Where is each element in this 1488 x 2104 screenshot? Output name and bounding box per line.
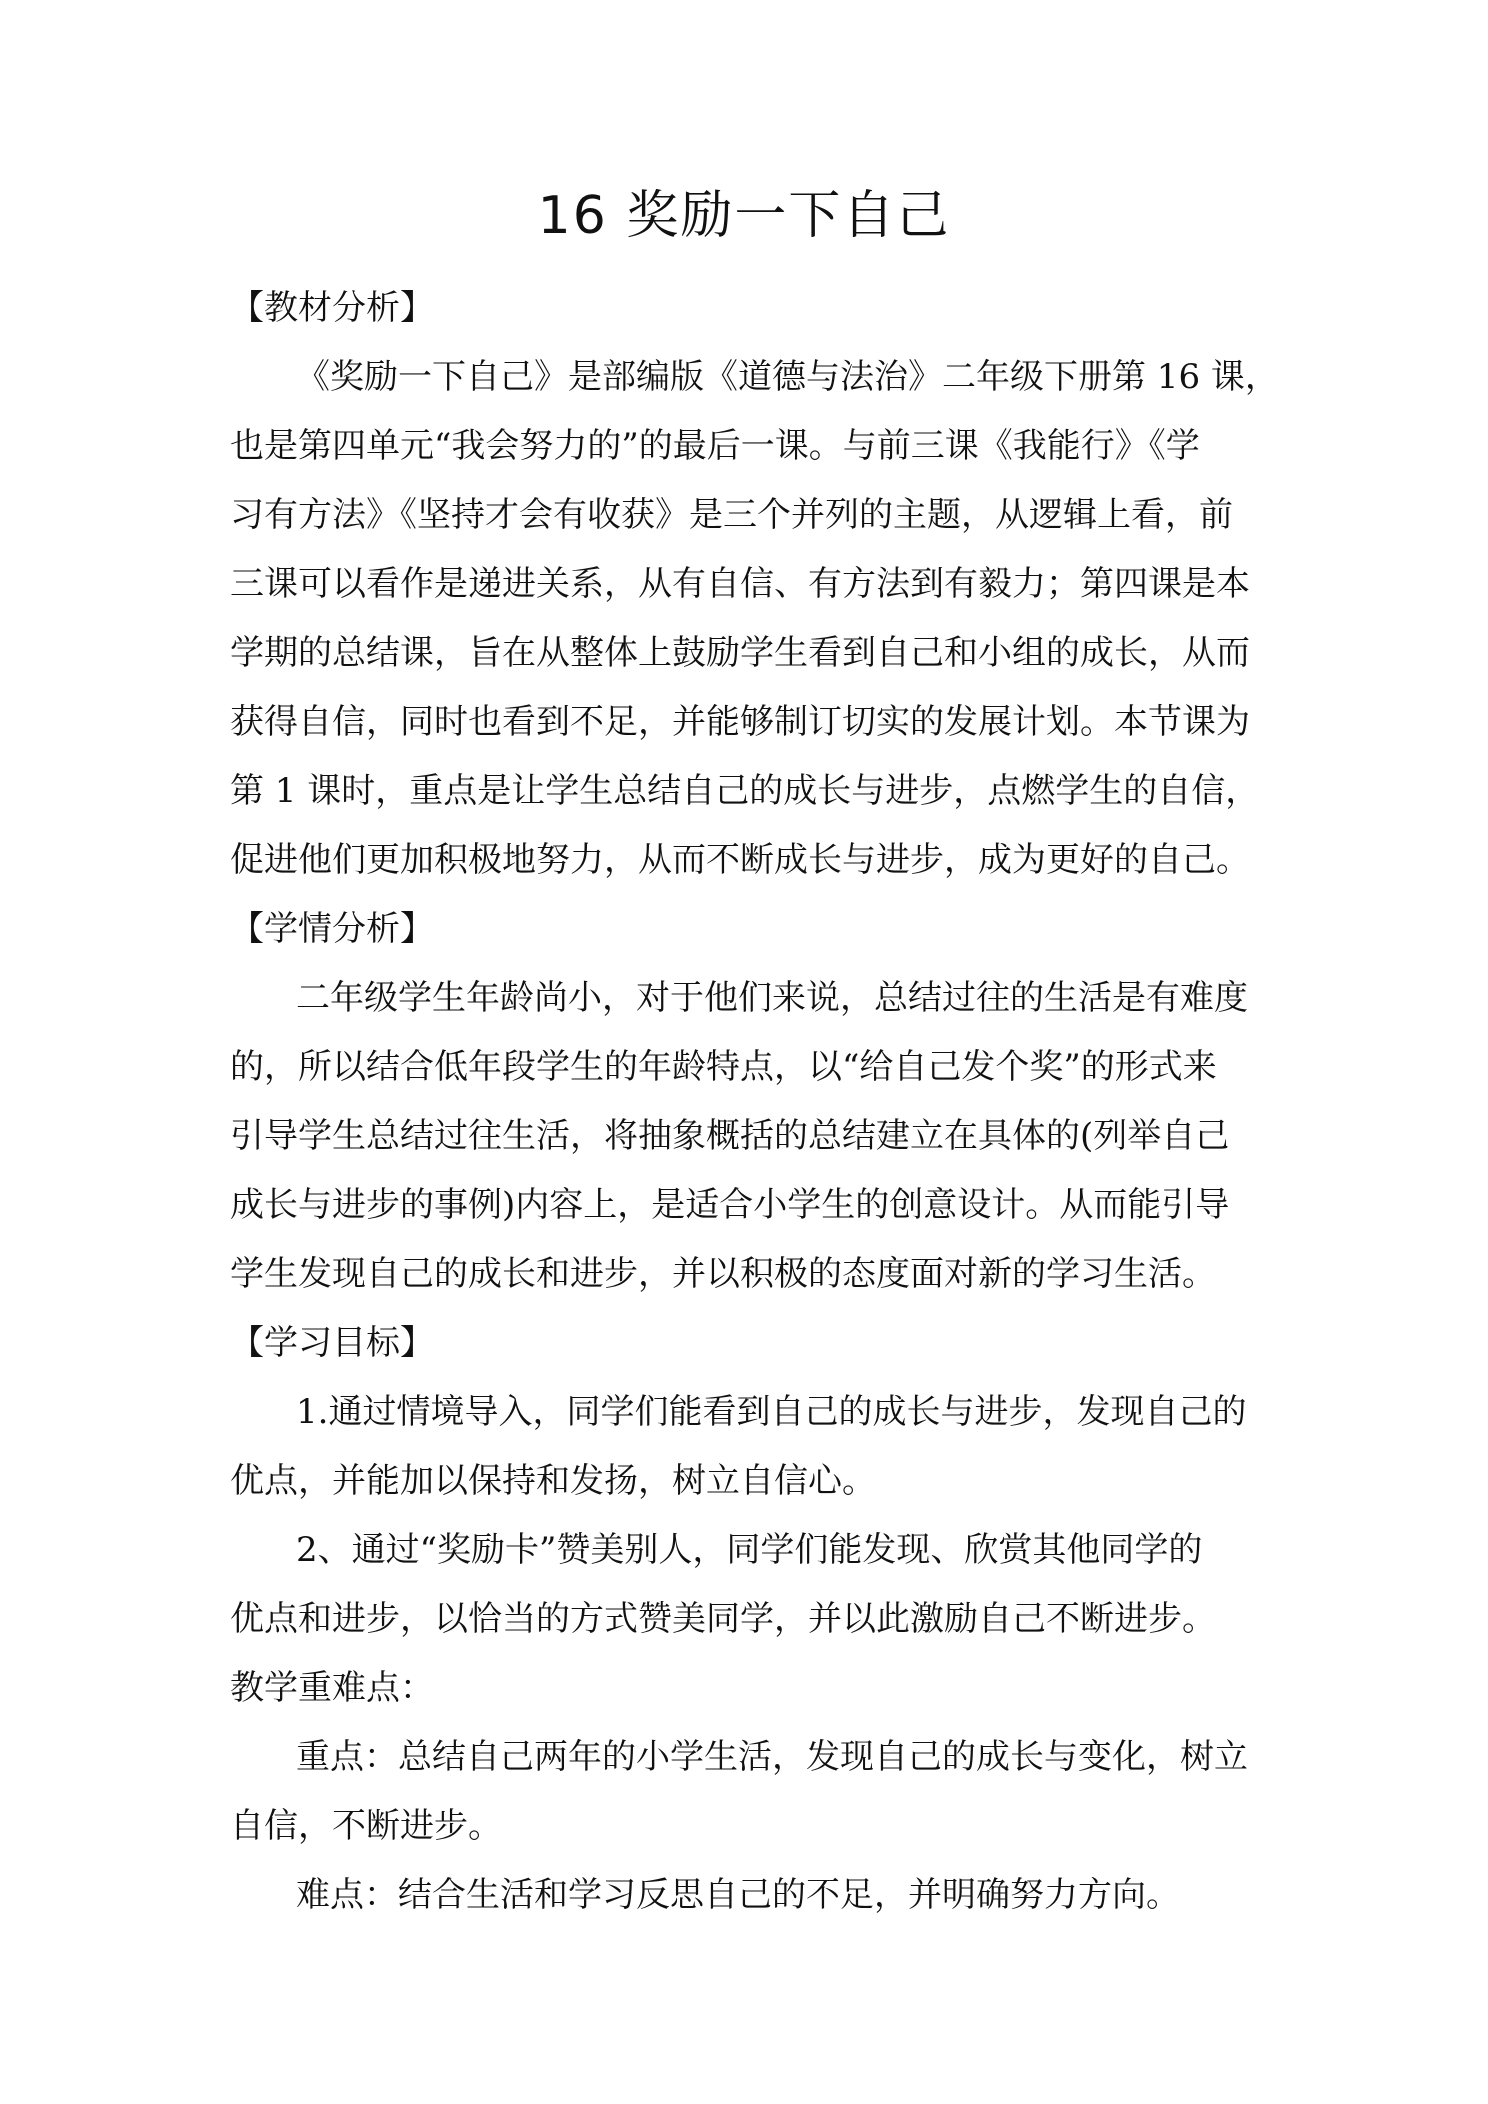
paragraph-line: 《奖励一下自己》是部编版《道德与法治》二年级下册第 16 课， (296, 357, 1279, 397)
paragraph-line: 学生发现自己的成长和进步，并以积极的态度面对新的学习生活。 (230, 1254, 1216, 1294)
paragraph-line: 习有方法》《坚持才会有收获》是三个并列的主题，从逻辑上看，前 (230, 495, 1233, 535)
list-item-line: 1.通过情境导入，同学们能看到自己的成长与进步，发现自己的 (296, 1392, 1247, 1432)
paragraph-line: 自信，不断进步。 (230, 1806, 502, 1846)
paragraph-line: 促进他们更加积极地努力，从而不断成长与进步，成为更好的自己。 (230, 840, 1250, 880)
paragraph-line: 引导学生总结过往生活，将抽象概括的总结建立在具体的(列举自己 (230, 1116, 1230, 1156)
paragraph-line: 成长与进步的事例)内容上，是适合小学生的创意设计。从而能引导 (230, 1185, 1230, 1225)
list-item-line: 2、通过“奖励卡”赞美别人，同学们能发现、欣赏其他同学的 (296, 1530, 1203, 1570)
paragraph-line: 难点：结合生活和学习反思自己的不足，并明确努力方向。 (296, 1875, 1180, 1915)
section-heading-student-analysis: 【学情分析】 (230, 909, 434, 949)
section-heading-learning-goals: 【学习目标】 (230, 1323, 434, 1363)
paragraph-line: 第 1 课时，重点是让学生总结自己的成长与进步，点燃学生的自信， (230, 771, 1260, 811)
paragraph-line: 重点：总结自己两年的小学生活，发现自己的成长与变化，树立 (296, 1737, 1248, 1777)
paragraph-line: 二年级学生年龄尚小，对于他们来说，总结过往的生活是有难度 (296, 978, 1248, 1018)
section-heading-key-difficult-points: 教学重难点： (230, 1668, 434, 1708)
paragraph-line: 也是第四单元“我会努力的”的最后一课。与前三课《我能行》《学 (230, 426, 1200, 466)
paragraph-line: 的，所以结合低年段学生的年龄特点，以“给自己发个奖”的形式来 (230, 1047, 1217, 1087)
list-item-line: 优点和进步，以恰当的方式赞美同学，并以此激励自己不断进步。 (230, 1599, 1216, 1639)
paragraph-line: 获得自信，同时也看到不足，并能够制订切实的发展计划。本节课为 (230, 702, 1250, 742)
paragraph-line: 三课可以看作是递进关系，从有自信、有方法到有毅力；第四课是本 (230, 564, 1250, 604)
document-title: 16 奖励一下自己 (537, 186, 951, 246)
paragraph-line: 学期的总结课，旨在从整体上鼓励学生看到自己和小组的成长，从而 (230, 633, 1250, 673)
list-item-line: 优点，并能加以保持和发扬，树立自信心。 (230, 1461, 876, 1501)
section-heading-textbook-analysis: 【教材分析】 (230, 288, 434, 328)
